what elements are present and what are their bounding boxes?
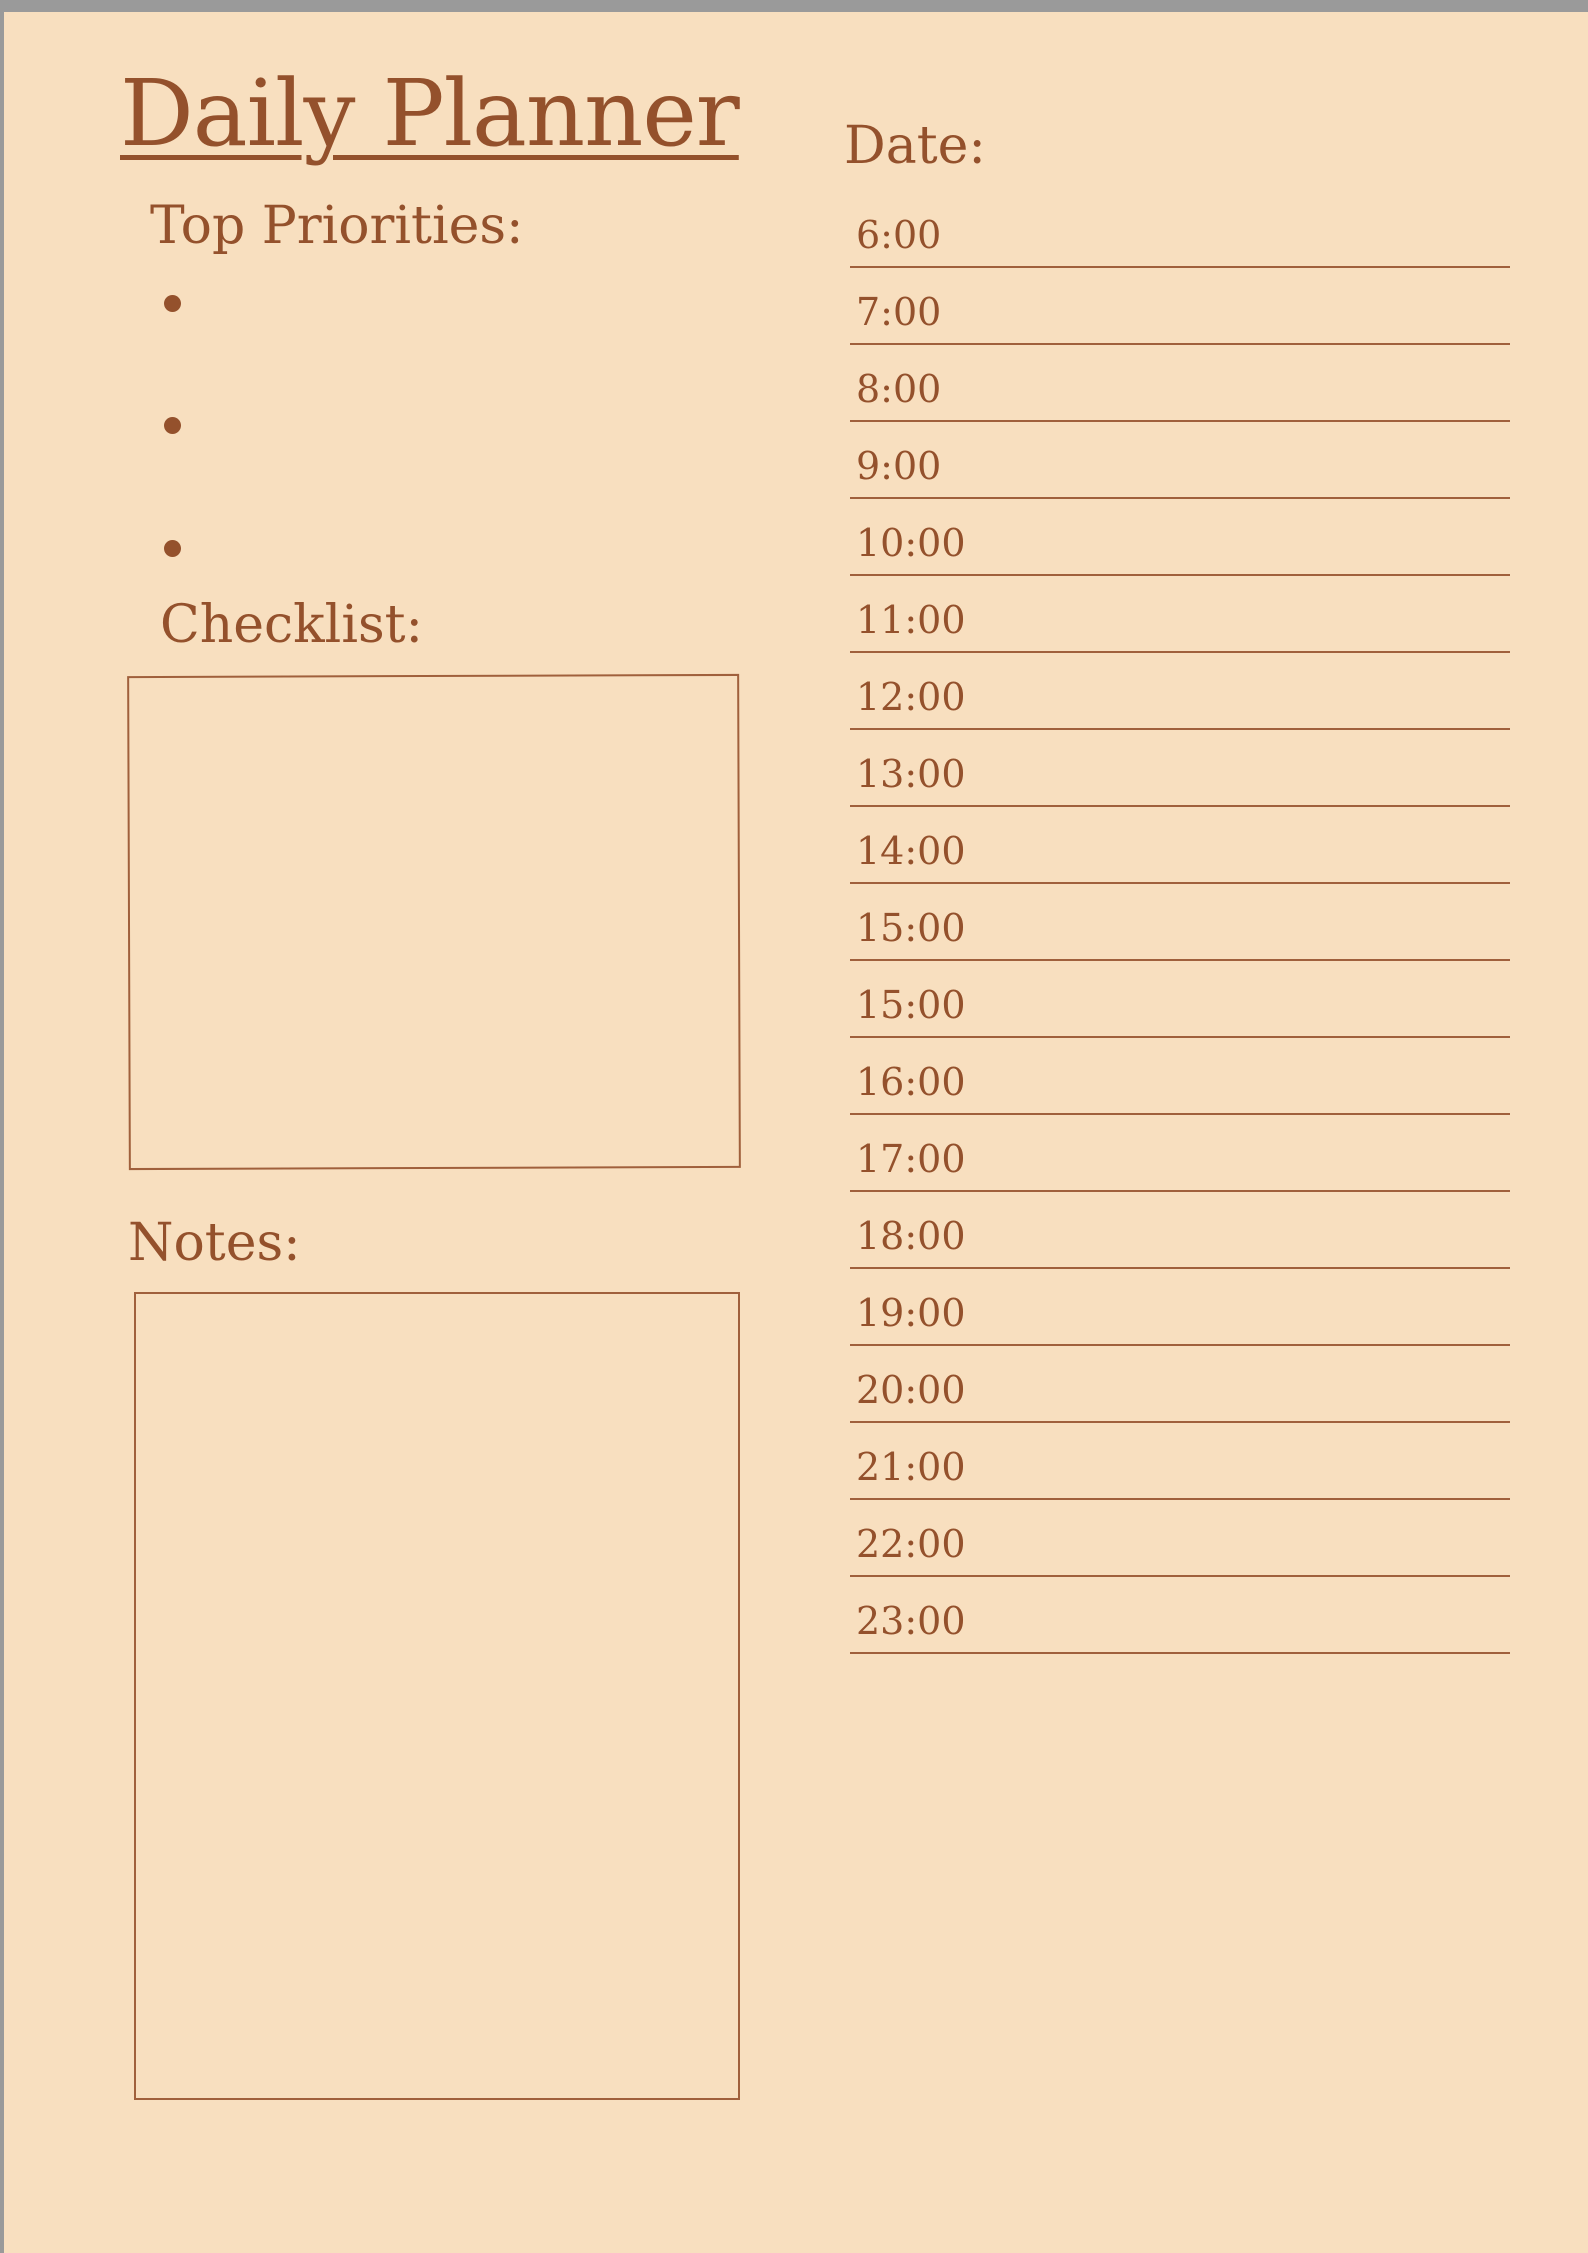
planner-page xyxy=(4,12,1588,2253)
schedule-slot[interactable] xyxy=(850,1577,1510,1654)
date-label: Date: xyxy=(844,116,986,176)
schedule-time-label: 21:00 xyxy=(856,1445,966,1489)
checklist-box[interactable] xyxy=(127,674,741,1170)
schedule-slot[interactable] xyxy=(850,345,1510,422)
schedule-time-label: 16:00 xyxy=(856,1060,966,1104)
schedule-slot[interactable] xyxy=(850,961,1510,1038)
schedule-slot[interactable] xyxy=(850,1423,1510,1500)
schedule-slot[interactable] xyxy=(850,499,1510,576)
top-priorities-label: Top Priorities: xyxy=(150,196,524,256)
schedule-time-label: 7:00 xyxy=(856,290,942,334)
notes-label: Notes: xyxy=(128,1213,301,1273)
schedule-time-label: 19:00 xyxy=(856,1291,966,1335)
schedule-time-label: 17:00 xyxy=(856,1137,966,1181)
schedule-slot[interactable] xyxy=(850,191,1510,268)
schedule-time-label: 9:00 xyxy=(856,444,942,488)
schedule-time-label: 23:00 xyxy=(856,1599,966,1643)
schedule-slot[interactable] xyxy=(850,730,1510,807)
schedule-slot[interactable] xyxy=(850,1500,1510,1577)
schedule-time-label: 18:00 xyxy=(856,1214,966,1258)
schedule-time-label: 22:00 xyxy=(856,1522,966,1566)
schedule-slot[interactable] xyxy=(850,576,1510,653)
schedule-time-label: 15:00 xyxy=(856,906,966,950)
schedule-time-label: 10:00 xyxy=(856,521,966,565)
schedule-time-label: 6:00 xyxy=(856,213,942,257)
notes-box[interactable] xyxy=(134,1292,740,2100)
schedule-time-label: 11:00 xyxy=(856,598,966,642)
schedule-slot[interactable] xyxy=(850,268,1510,345)
schedule-time-label: 20:00 xyxy=(856,1368,966,1412)
schedule-time-label: 14:00 xyxy=(856,829,966,873)
schedule-slot[interactable] xyxy=(850,1038,1510,1115)
schedule-slot[interactable] xyxy=(850,653,1510,730)
priority-bullet-3 xyxy=(164,540,181,557)
schedule-time-label: 8:00 xyxy=(856,367,942,411)
page-title: Daily Planner xyxy=(120,60,739,167)
schedule-time-label: 12:00 xyxy=(856,675,966,719)
schedule-time-label: 15:00 xyxy=(856,983,966,1027)
priority-bullet-1 xyxy=(164,295,181,312)
hourly-schedule xyxy=(850,191,1510,1654)
schedule-slot[interactable] xyxy=(850,1346,1510,1423)
schedule-slot[interactable] xyxy=(850,422,1510,499)
checklist-label: Checklist: xyxy=(160,595,424,655)
schedule-slot[interactable] xyxy=(850,807,1510,884)
schedule-slot[interactable] xyxy=(850,884,1510,961)
priority-bullet-2 xyxy=(164,417,181,434)
schedule-slot[interactable] xyxy=(850,1115,1510,1192)
schedule-slot[interactable] xyxy=(850,1192,1510,1269)
schedule-slot[interactable] xyxy=(850,1269,1510,1346)
schedule-time-label: 13:00 xyxy=(856,752,966,796)
